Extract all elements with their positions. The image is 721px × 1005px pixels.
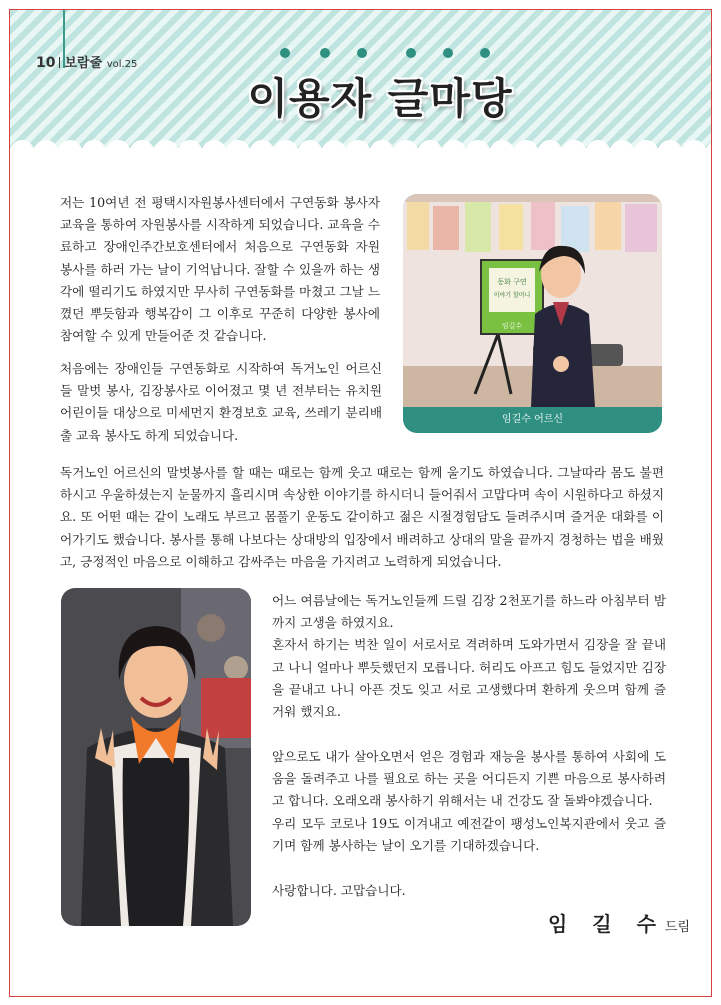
page-title: 이용자 글마당 [247,74,513,123]
storytelling-scene [403,194,662,407]
board-text-1: 동화 구연 [497,278,527,286]
board-text-3: 임길수 [501,322,523,330]
article-paragraph-1: 저는 10여년 전 평택시자원봉사센터에서 구연동화 봉사자 교육을 통하여 자원봉사를 시작하게 되었습니다. 교육을 수료하고 장애인주간보호센터에서 처음으로 구연동화 자원봉사를 하러 가는 날이 기억납니다. 잘할 수 있을까 하는 생각에 떨리기도 하였지만 무사히 구연동화를 마쳤고 그날 느꼈던 뿌듯함과 행복감이 그 이후로 꾸준히 다양한 봉사에 참여할 수 있게 만들어준 것 같습니다. [60,195,380,344]
article-paragraph-5 [272,746,666,857]
title-dot [443,48,453,58]
magazine-name: 보람줄 [64,56,103,71]
portrait-scene [61,588,251,926]
board-text-2: 이야기 할머니 [493,292,531,299]
photo-portrait [61,588,251,926]
title-dot [280,48,290,58]
article-paragraph-2: 처음에는 장애인들 구연동화로 시작하여 독거노인 어르신들 말벗 봉사, 김장봉사로 이어졌고 몇 년 전부터는 유치원 어린이들 대상으로 미세먼지 환경보호 교육, 쓰레기 분리배출 교육 봉사도 하게 되었습니다. [60,361,382,443]
photo-storytelling [403,194,662,433]
title-dot [320,48,330,58]
signature-name: 임 길 수 [548,912,665,936]
title-dots [280,48,495,60]
signature-suffix: 드림 [664,920,691,935]
paragraph-4-text: 어느 여름날에는 독거노인들께 드릴 김장 2천포기를 하느라 아침부터 밤까지 고생을 하였지요. 혼자서 하기는 벅찬 일이 서로서로 격려하며 도와가면서 김장을 잘 끝내고 나니 얼마나 뿌듯했던지 모릅니다. 허리도 아프고 힘도 들었지만 김장을 끝내고 나니 아픈 것도 잊고 서로 고생했다며 환하게 웃으며 함께 즐거워 했지요. [272,593,666,720]
photo-caption: 임길수 어르신 [403,407,662,433]
signature [548,908,690,937]
page-number-label [36,52,137,71]
article-paragraph-3: 독거노인 어르신의 말벗봉사를 할 때는 때로는 함께 웃고 때로는 함께 울기도 하였습니다. 그날따라 몸도 불편하시고 우울하셨는지 눈물까지 흘리시며 속상한 이야기를 하시더니 들어줘서 고맙다며 속이 시원하다고 하셨지요. 또 어떤 때는 같이 노래도 부르고 몸풀기 운동도 같이하고 젊은 시절경험담도 들려주시며 즐거운 대화를 이어가기도 했습니다. 봉사를 통해 나보다는 상대방의 입장에서 배려하고 상대의 말을 끝까지 경청하는 법을 배웠고, 긍정적인 마음으로 이해하고 감싸주는 마음을 가지려고 노력하게 되었습니다. [60,465,664,569]
title-dot [480,48,490,58]
article-closing: 사랑합니다. 고맙습니다. [272,883,406,898]
title-dot [406,48,416,58]
header-scallop-edge [10,132,711,158]
article-paragraph-4 [272,590,666,723]
page-number-divider [59,57,60,68]
title-dot [357,48,367,58]
magazine-volume: vol.25 [106,59,138,70]
paragraph-5-text: 앞으로도 내가 살아오면서 얻은 경험과 재능을 봉사를 통하여 사회에 도움을 돌려주고 나를 필요로 하는 곳을 어디든지 기쁜 마음으로 봉사하려고 합니다. 오래오래 봉사하기 위해서는 내 건강도 잘 돌봐야겠습니다. 우리 모두 코로나 19도 이겨내고 예전같이 팽성노인복지관에서 웃고 즐기며 함께 봉사하는 날이 오기를 기대하겠습니다. [272,749,666,853]
page-number: 10 [36,55,56,71]
